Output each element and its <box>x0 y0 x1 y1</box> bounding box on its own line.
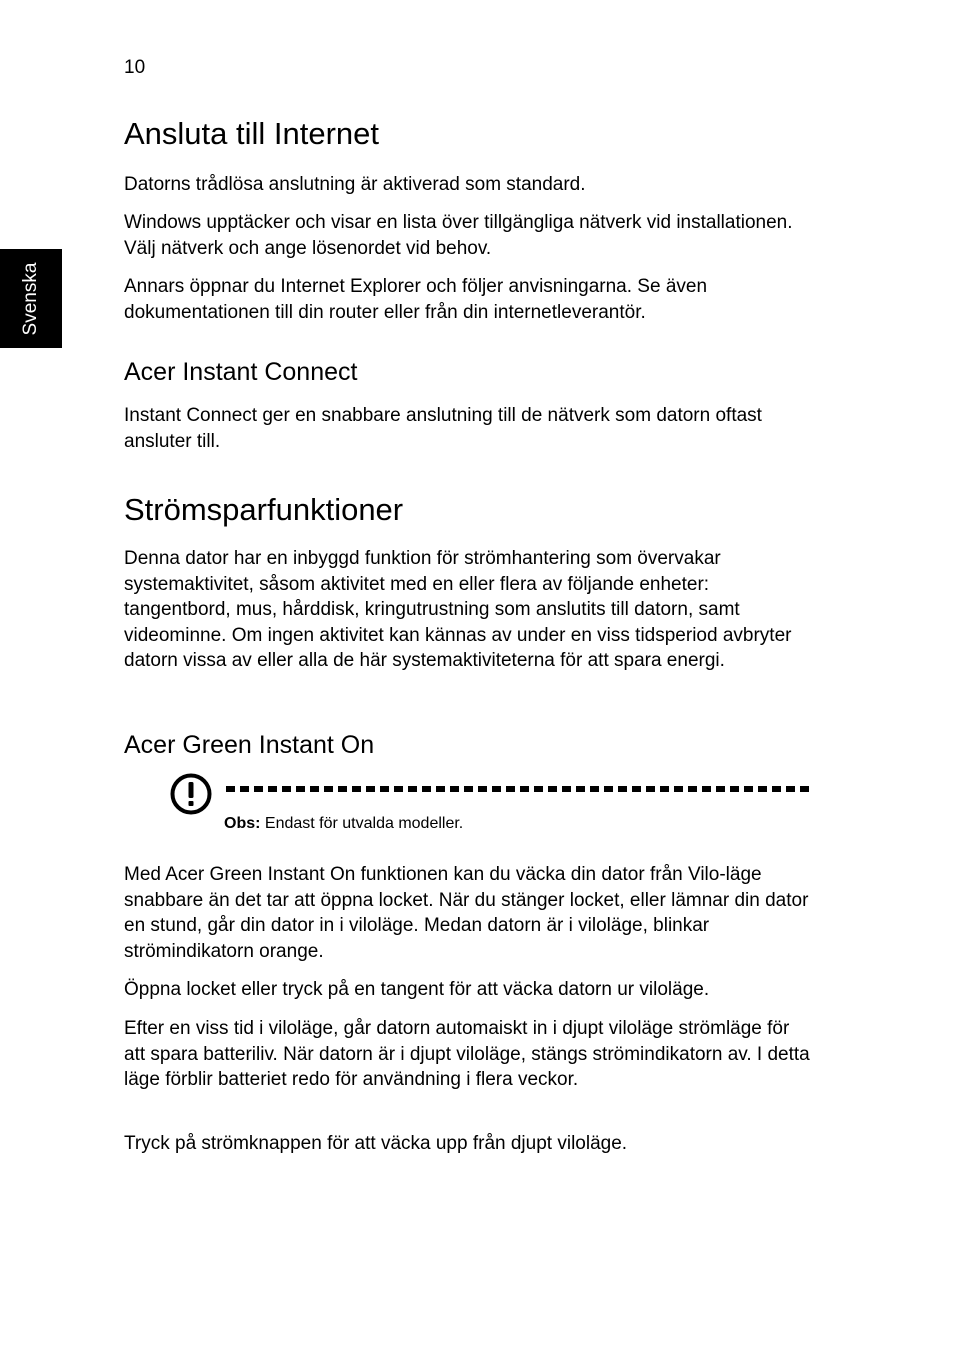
paragraph-green-4: Tryck på strömknappen för att väcka upp från djupt viloläge. <box>124 1133 628 1154</box>
note-label: Obs: <box>224 815 261 832</box>
heading-instant-connect: Acer Instant Connect <box>124 358 358 386</box>
paragraph-power-1: Denna dator har en inbyggd funktion för strömhantering som övervakar systemaktivitet, såsom aktivitet med en eller flera av följande enheter: tangentbord, mus, hårddisk, kringutrustning som anslutits till datorn, samt videominne. Om ingen aktivitet kan kännas av under en viss tidsperiod avbryter datorn vissa av eller alla de här systemaktiviteterna för att spara energi. <box>124 548 792 671</box>
heading-green-instant-on: Acer Green Instant On <box>124 731 375 759</box>
paragraph-green-2: Öppna locket eller tryck på en tangent för att väcka datorn ur viloläge. <box>124 979 710 1000</box>
note <box>224 814 463 834</box>
note-text: Endast för utvalda modeller. <box>260 815 464 832</box>
paragraph-internet-3: Annars öppnar du Internet Explorer och följer anvisningarna. Se även dokumentationen till din router eller från din internetleverantör. <box>124 276 708 323</box>
paragraph-internet-2: Windows upptäcker och visar en lista över tillgängliga nätverk vid installationen. Välj nätverk och ange lösenordet vid behov. <box>124 212 793 259</box>
paragraph-green-3: Efter en viss tid i viloläge, går datorn automaiskt in i djupt viloläge strömläge för att spara batteriliv. När datorn är i djupt viloläge, stängs strömindikatorn av. I detta läge förblir batteriet redo för användning i flera veckor. <box>124 1018 810 1090</box>
language-tab-label: Svenska <box>20 262 41 336</box>
page-number: 10 <box>124 57 146 78</box>
language-tab <box>0 249 62 348</box>
paragraph-internet-1: Datorns trådlösa anslutning är aktiverad som standard. <box>124 174 586 195</box>
note-divider <box>226 786 810 792</box>
paragraph-green-1: Med Acer Green Instant On funktionen kan du väcka din dator från Vilo-läge snabbare än det tar att öppna locket. När du stänger locket, eller lämnar din dator en stund, går din dator in i viloläge. Medan datorn är i viloläge, blinkar strömindikatorn orange. <box>124 864 809 962</box>
heading-internet: Ansluta till Internet <box>124 116 380 151</box>
paragraph-instant-connect-1: Instant Connect ger en snabbare anslutning till de nätverk som datorn oftast ansluter till. <box>124 405 762 452</box>
exclamation-circle-icon <box>170 773 212 815</box>
heading-power: Strömsparfunktioner <box>124 492 404 527</box>
